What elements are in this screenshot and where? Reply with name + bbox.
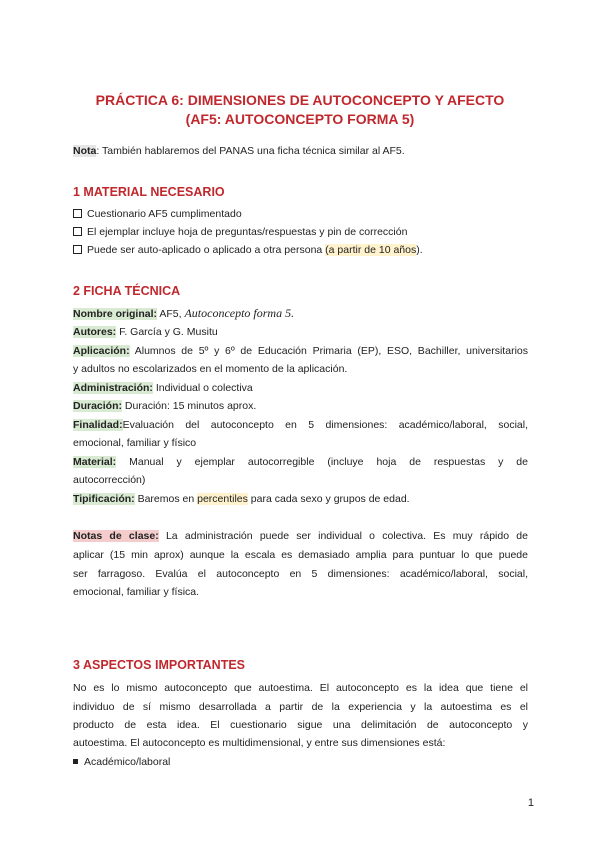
notas-clase-label: Notas de clase:: [73, 530, 159, 542]
nombre-label: Nombre original:: [73, 308, 158, 320]
material-item-3: [73, 243, 528, 257]
autores-row: [73, 325, 528, 339]
nombre-text: AF5,: [157, 308, 185, 320]
notas-clase-row-3: ser farragoso. Evalúa el autoconcepto en 5 dimensiones: académico/laboral, social,: [73, 568, 528, 580]
bullet-item: [73, 755, 528, 769]
material-label: Material:: [73, 456, 117, 468]
material-text-1: Manual y ejemplar autocorregible (incluye hoja de respuestas y de: [116, 456, 528, 468]
bullet-item-text: Académico/laboral: [84, 756, 171, 768]
material-item-2: [73, 225, 528, 239]
aplicacion-text-1: Alumnos de 5º y 6º de Educación Primaria (EP), ESO, Bachiller, universitarios: [129, 345, 528, 357]
aspectos-line-1: No es lo mismo autoconcepto que autoestima. El autoconcepto es la idea que tiene el: [73, 682, 528, 694]
aplicacion-row-2: y adultos no escolarizados en el momento de la aplicación.: [73, 363, 348, 375]
material-item-3-end: ).: [416, 244, 423, 256]
section-1-heading: 1 MATERIAL NECESARIO: [73, 185, 225, 199]
duracion-row: [73, 399, 528, 413]
checkbox-icon: [73, 245, 82, 254]
notas-clase-row-1: [73, 529, 528, 543]
material-item-1: [73, 207, 528, 221]
aspectos-line-4: autoestima. El autoconcepto es multidimensional, y entre sus dimensiones está:: [73, 737, 446, 749]
duracion-label: Duración:: [73, 400, 123, 412]
notas-clase-text-1: La administración puede ser individual o colectiva. Es muy rápido de: [158, 530, 528, 542]
checkbox-icon: [73, 209, 82, 218]
material-item-1-text: Cuestionario AF5 cumplimentado: [87, 208, 242, 220]
finalidad-label: Finalidad:: [73, 419, 123, 431]
percentiles-highlight: percentiles: [197, 493, 248, 505]
aplicacion-label: Aplicación:: [73, 345, 130, 357]
nota-text: : También hablaremos del PANAS una ficha técnica similar al AF5.: [96, 145, 405, 157]
tipificacion-label: Tipificación:: [73, 493, 135, 505]
administracion-text: Individual o colectiva: [152, 382, 253, 394]
aplicacion-row-1: [73, 344, 528, 358]
material-row-2: autocorrección): [73, 474, 146, 486]
administracion-row: [73, 381, 528, 395]
finalidad-row-2: emocional, familiar y físico: [73, 437, 197, 449]
material-row-1: [73, 455, 528, 469]
section-2-heading: 2 FICHA TÉCNICA: [73, 284, 181, 298]
notas-clase-row-4: emocional, familiar y física.: [73, 586, 200, 598]
nombre-italic: Autoconcepto forma 5.: [184, 306, 295, 320]
autores-label: Autores:: [73, 326, 117, 338]
notas-clase-row-2: aplicar (15 min aprox) aunque la escala es demasiado amplia para puntuar lo que puede: [73, 549, 528, 561]
tipificacion-end: para cada sexo y grupos de edad.: [247, 493, 410, 505]
tipificacion-row: [73, 492, 528, 506]
section-3-heading: 3 ASPECTOS IMPORTANTES: [73, 658, 246, 672]
checkbox-icon: [73, 227, 82, 236]
tipificacion-text: Baremos en: [134, 493, 198, 505]
aspectos-line-2: individuo de sí mismo desarrollada a partir de la experiencia y la autoestima es el: [73, 701, 528, 713]
duracion-text: Duración: 15 minutos aprox.: [122, 400, 257, 412]
document-title-line-1: PRÁCTICA 6: DIMENSIONES DE AUTOCONCEPTO Y AFECTO: [95, 92, 505, 108]
autores-text: F. García y G. Musitu: [116, 326, 218, 338]
nombre-original-row: [73, 306, 528, 321]
age-highlight: (a partir de 10 años: [325, 244, 417, 256]
finalidad-row-1: [73, 418, 528, 432]
nota-label: Nota: [73, 145, 97, 157]
aspectos-line-3: producto de esta idea. El cuestionario sigue una delimitación de autoconcepto y: [73, 719, 528, 731]
page-number: 1: [527, 797, 534, 809]
material-item-3-text: Puede ser auto-aplicado o aplicado a otra persona: [87, 244, 326, 256]
bullet-square-icon: [73, 759, 78, 764]
administracion-label: Administración:: [73, 382, 153, 394]
finalidad-text-1: Evaluación del autoconcepto en 5 dimensiones: académico/laboral, social,: [122, 419, 528, 431]
material-item-2-text: El ejemplar incluye hoja de preguntas/respuestas y pin de corrección: [87, 226, 408, 238]
nota-paragraph: [73, 144, 528, 158]
document-title-line-2: (AF5: AUTOCONCEPTO FORMA 5): [185, 111, 415, 127]
